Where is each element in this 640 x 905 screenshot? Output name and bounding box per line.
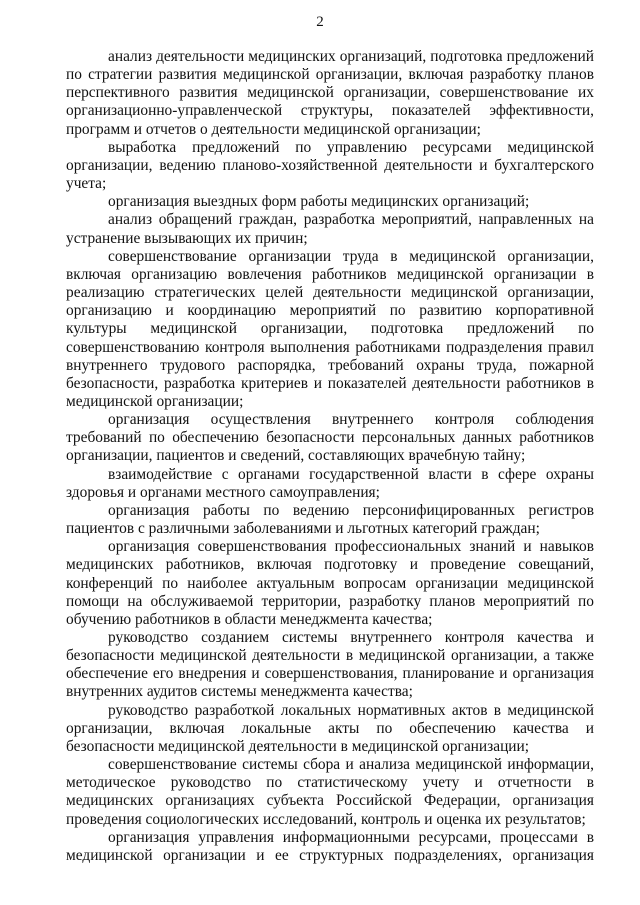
paragraph: организация выездных форм работы медицинских организаций;	[108, 193, 530, 211]
paragraph: анализ деятельности медицинских организаций, подготовка предложений по стратегии развития медицинской организации, включая разработку планов перспективного развития медицинской организации, совершенствование их организационно-управленческой структуры, показателей эффективности, программ и отчетов о деятельности медицинской организации;	[66, 48, 594, 138]
paragraph: организация управления информационными ресурсами, процессами в медицинской организации и ее структурных подразделениях, организация	[66, 828, 594, 864]
paragraph: анализ обращений граждан, разработка мероприятий, направленных на устранение вызывающих их причин;	[66, 211, 594, 247]
document-body	[66, 48, 594, 865]
paragraph: руководство созданием системы внутреннего контроля качества и безопасности медицинской деятельности в медицинской организации, а также обеспечение его внедрения и совершенствования, планирование и организация внутренних аудитов системы менеджмента качества;	[66, 629, 594, 701]
paragraph: совершенствование организации труда в медицинской организации, включая организацию вовлечения работников медицинской организации в реализацию стратегических целей деятельности медицинской организации, организацию и координацию мероприятий по развитию корпоративной культуры медицинской организации, подготовка предложений по совершенствованию контроля выполнения работниками подразделения правил внутреннего трудового распорядка, требований охраны труда, пожарной безопасности, разработка критериев и показателей деятельности работников в медицинской организации;	[66, 247, 594, 410]
page-number: 2	[316, 14, 324, 30]
paragraph: выработка предложений по управлению ресурсами медицинской организации, ведению планово-хозяйственной деятельности и бухгалтерского учета;	[66, 138, 594, 193]
paragraph: руководство разработкой локальных нормативных актов в медицинской организации, включая локальные акты по обеспечению качества и безопасности медицинской деятельности в медицинской организации;	[66, 701, 594, 755]
paragraph: организация осуществления внутреннего контроля соблюдения требований по обеспечению безопасности персональных данных работников организации, пациентов и сведений, составляющих врачебную тайну;	[66, 411, 594, 465]
paragraph: организация работы по ведению персонифицированных регистров пациентов с различными заболеваниями и льготных категорий граждан;	[66, 501, 594, 538]
paragraph: взаимодействие с органами государственной власти в сфере охраны здоровья и органами местного самоуправления;	[66, 465, 594, 501]
paragraph: совершенствование системы сбора и анализа медицинской информации, методическое руководство по статистическому учету и отчетности в медицинских организациях субъекта Российской Федерации, организация проведения социологических исследований, контроль и оценка их результатов;	[66, 756, 594, 828]
paragraph: организация совершенствования профессиональных знаний и навыков медицинских работников, включая подготовку и проведение совещаний, конференций по наиболее актуальным вопросам организации медицинской помощи на обслуживаемой территории, разработку планов мероприятий по обучению работников в области менеджмента качества;	[66, 538, 594, 628]
